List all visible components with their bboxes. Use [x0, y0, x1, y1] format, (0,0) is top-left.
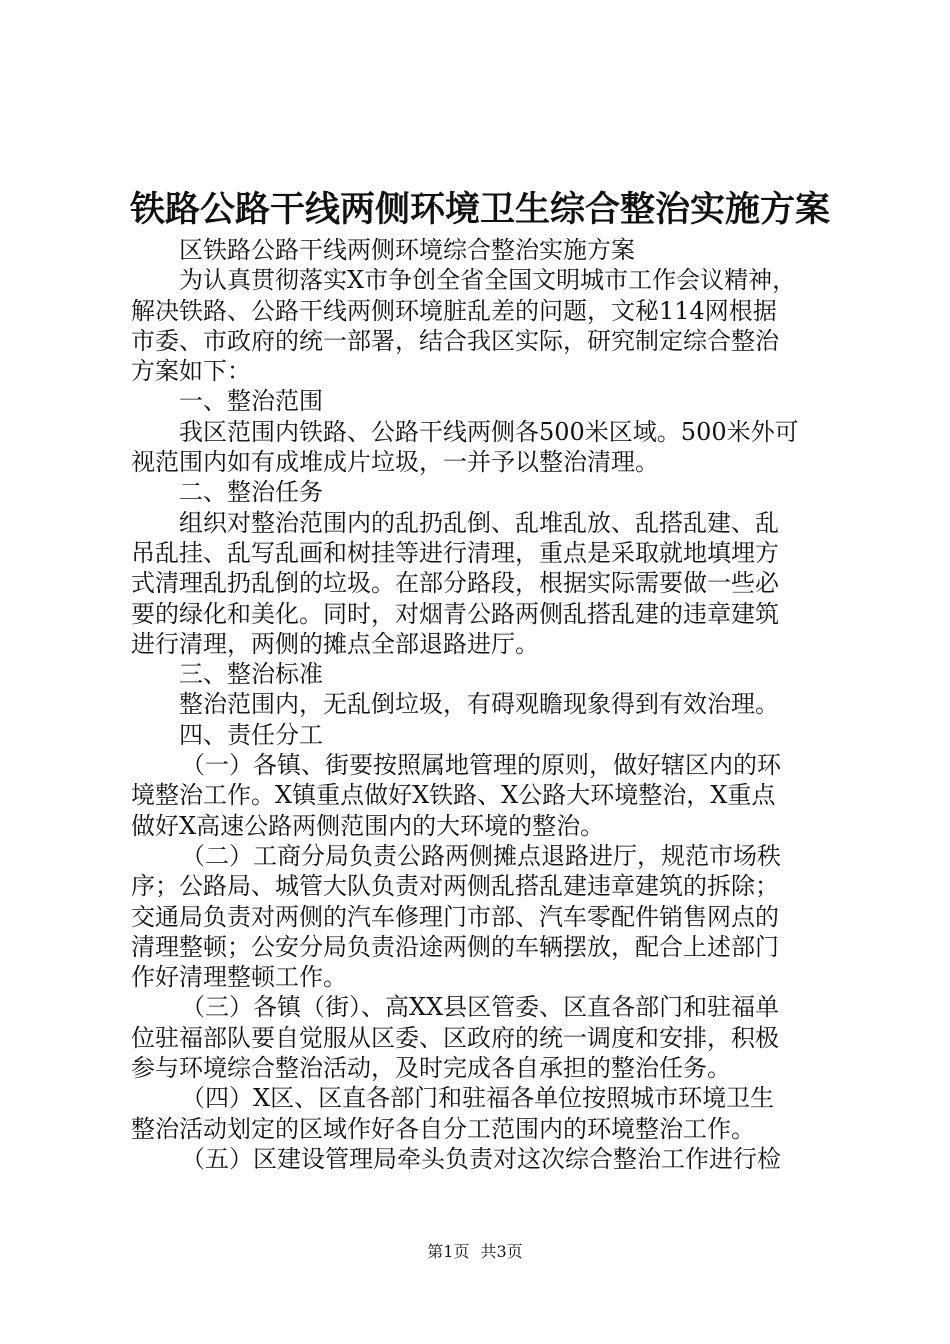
paragraph-line: 进行清理，两侧的摊点全部退路进厅。	[131, 629, 539, 658]
paragraph-line: （四）X区、区直各部门和驻福各单位按照城市环境卫生	[181, 1084, 775, 1113]
paragraph-line: 视范围内如有成堆成片垃圾，一并予以整治清理。	[131, 448, 659, 477]
paragraph-line: （一）各镇、街要按照属地管理的原则，做好辖区内的环	[181, 751, 781, 780]
paragraph-line: 作好清理整顿工作。	[131, 963, 347, 992]
paragraph-line: 方案如下：	[131, 357, 251, 386]
paragraph-line: 参与环境综合整治活动，及时完成各自承担的整治任务。	[131, 1054, 731, 1083]
paragraph-line: 市委、市政府的统一部署，结合我区实际，研究制定综合整治	[131, 326, 779, 355]
paragraph-line: （五）区建设管理局牵头负责对这次综合整治工作进行检	[181, 1144, 781, 1173]
paragraph-line: 组织对整治范围内的乱扔乱倒、乱堆乱放、乱搭乱建、乱	[179, 508, 779, 537]
page-footer	[0, 1241, 950, 1263]
paragraph-line: 清理整顿；公安分局负责沿途两侧的车辆摆放，配合上述部门	[131, 932, 779, 961]
page-total: 共3页	[480, 1242, 523, 1261]
paragraph-line: 做好X高速公路两侧范围内的大环境的整治。	[131, 811, 605, 840]
paragraph-line: 整治范围内，无乱倒垃圾，有碍观瞻现象得到有效治理。	[179, 690, 779, 719]
document-title: 铁路公路干线两侧环境卫生综合整治实施方案	[129, 189, 830, 230]
paragraph-line: 序；公路局、城管大队负责对两侧乱搭乱建违章建筑的拆除；	[131, 872, 779, 901]
document-body	[131, 235, 831, 1174]
paragraph-line: 吊乱挂、乱写乱画和树挂等进行清理，重点是采取就地填埋方	[131, 538, 779, 567]
paragraph-line: 我区范围内铁路、公路干线两侧各500米区域。500米外可	[179, 417, 799, 446]
subtitle-line: 区铁路公路干线两侧环境综合整治实施方案	[179, 236, 635, 264]
page-number: 第1页	[427, 1242, 470, 1261]
paragraph-line: 为认真贯彻落实X市争创全省全国文明城市工作会议精神，	[179, 266, 797, 295]
section-heading: 三、整治标准	[179, 660, 323, 689]
paragraph-line: 境整治工作。X镇重点做好X铁路、X公路大环境整治，X重点	[131, 781, 776, 810]
paragraph-line: 解决铁路、公路干线两侧环境脏乱差的问题，文秘114网根据	[131, 296, 777, 325]
paragraph-line: 交通局负责对两侧的汽车修理门市部、汽车零配件销售网点的	[131, 902, 779, 931]
paragraph-line: 位驻福部队要自觉服从区委、区政府的统一调度和安排，积极	[131, 1023, 779, 1052]
paragraph-line: 要的绿化和美化。同时，对烟青公路两侧乱搭乱建的违章建筑	[131, 599, 779, 628]
paragraph-line: 式清理乱扔乱倒的垃圾。在部分路段，根据实际需要做一些必	[131, 569, 779, 598]
section-heading: 一、整治范围	[179, 387, 323, 416]
paragraph-line: （二）工商分局负责公路两侧摊点退路进厅，规范市场秩	[181, 841, 781, 870]
paragraph-line: （三）各镇（街）、高XX县区管委、区直各部门和驻福单	[181, 993, 780, 1022]
paragraph-line: 整治活动划定的区域作好各自分工范围内的环境整治工作。	[131, 1114, 755, 1143]
section-heading: 二、整治任务	[179, 478, 323, 507]
section-heading: 四、责任分工	[179, 720, 323, 749]
